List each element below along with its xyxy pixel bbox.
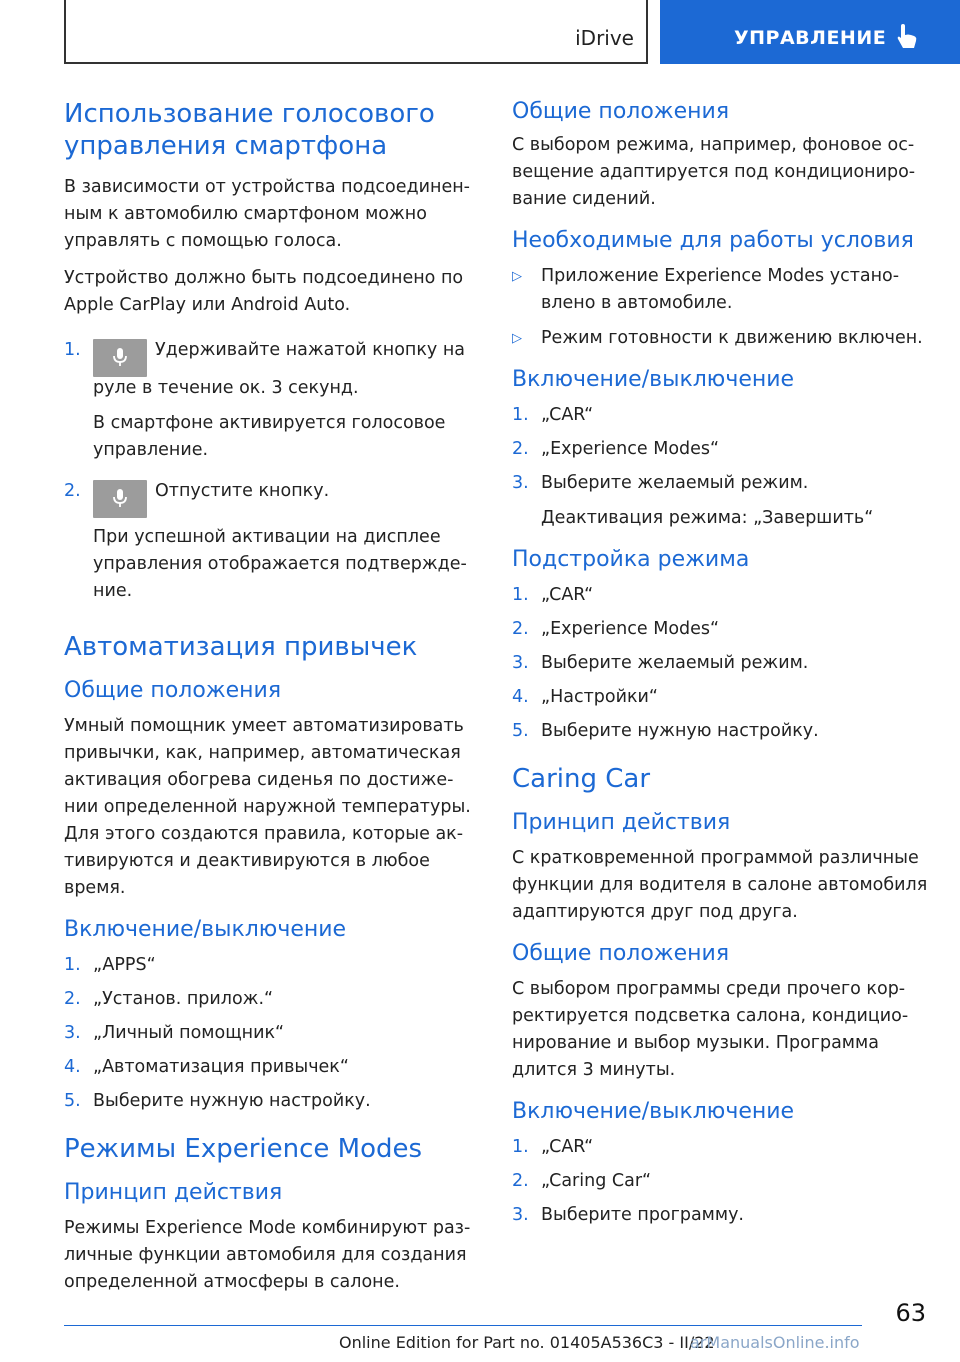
heading-experience-modes: Режимы Experience Modes: [64, 1134, 423, 1164]
adjust-steps-list: [512, 582, 932, 745]
hand-pointer-icon: [896, 24, 918, 54]
list-item: [512, 1134, 932, 1161]
paragraph: Умный помощник умеет автоматизировать привычки, как, например, автоматическая активация обогрева сиденья по достиже-нии определенной наружной температуры. Для этого создаются правила, которые ак-тивируются и деактивируются в любое время.: [64, 716, 471, 898]
list-item: [64, 478, 484, 605]
left-column: [64, 98, 484, 1306]
right-column: [512, 98, 932, 1237]
step-note: При успешной активации на дисплее управления отображается подтвержде-ние.: [93, 527, 467, 601]
heading-modes-principle: Принцип действия: [64, 1180, 283, 1205]
step-number: 2.: [512, 439, 529, 459]
step-text: „Личный помощник“: [93, 1023, 285, 1043]
onoff-steps-list: [512, 402, 932, 532]
step-number: 3.: [64, 1023, 81, 1043]
step-number: 1.: [64, 340, 81, 360]
step-number: 4.: [512, 687, 529, 707]
header-tab-label: УПРАВЛЕНИЕ: [734, 27, 887, 49]
page-number: 63: [895, 1299, 926, 1327]
list-item: [512, 684, 932, 711]
step-number: 5.: [512, 721, 529, 741]
habits-steps-list: [64, 952, 484, 1115]
header-section-label: iDrive: [575, 26, 634, 50]
heading-caring-principle: Принцип действия: [512, 810, 731, 835]
step-number: 3.: [512, 653, 529, 673]
step-text: „CAR“: [541, 1137, 594, 1157]
step-text: Выберите программу.: [541, 1205, 744, 1225]
step-number: 2.: [64, 989, 81, 1009]
triangle-bullet-icon: ▷: [512, 331, 522, 346]
list-item: [64, 1020, 484, 1047]
step-text: „Настройки“: [541, 687, 658, 707]
list-item: [512, 718, 932, 745]
step-text: „CAR“: [541, 405, 594, 425]
microphone-icon: [93, 339, 147, 377]
step-text: Выберите нужную настройку.: [541, 721, 819, 741]
paragraph: С кратковременной программой различные функции для водителя в салоне автомобиля адаптируются друг под друга.: [512, 848, 928, 922]
step-number: 1.: [512, 585, 529, 605]
heading-onoff: Включение/выключение: [512, 367, 795, 392]
step-text: „Установ. прилож.“: [93, 989, 274, 1009]
heading-conditions: Необходимые для работы условия: [512, 228, 914, 253]
list-item: [64, 337, 484, 464]
step-text: „Caring Car“: [541, 1171, 652, 1191]
list-item: [512, 1202, 932, 1229]
caring-steps-list: [512, 1134, 932, 1229]
step-note: В смартфоне активируется голосовое управление.: [93, 413, 446, 460]
heading-caring-car: Caring Car: [512, 764, 651, 794]
condition-text: Режим готовности к движению включен.: [541, 328, 923, 348]
footer-divider: [64, 1325, 862, 1326]
list-item: [512, 402, 932, 429]
list-item: [512, 263, 932, 317]
step-number: 4.: [64, 1057, 81, 1077]
step-text: „APPS“: [93, 955, 156, 975]
list-item: [512, 1168, 932, 1195]
list-item: [512, 616, 932, 643]
step-number: 1.: [512, 405, 529, 425]
step-number: 1.: [512, 1137, 529, 1157]
heading-caring-onoff: Включение/выключение: [512, 1099, 795, 1124]
step-number: 2.: [512, 619, 529, 639]
heading-habits: Автоматизация привычек: [64, 632, 418, 662]
step-text: „Автоматизация привычек“: [93, 1057, 349, 1077]
list-item: [64, 952, 484, 979]
step-text: Удерживайте нажатой кнопку на руле в течение ок. 3 секунд.: [93, 340, 466, 398]
step-number: 3.: [512, 473, 529, 493]
watermark: arManualsOnline.info: [690, 1333, 860, 1352]
list-item: [64, 986, 484, 1013]
list-item: [512, 650, 932, 677]
list-item: [512, 470, 932, 532]
step-text: „Experience Modes“: [541, 619, 720, 639]
step-number: 2.: [512, 1171, 529, 1191]
step-number: 5.: [64, 1091, 81, 1111]
step-text: Выберите желаемый режим.: [541, 473, 809, 493]
heading-voice-control: Использование голосового управления смартфона: [64, 99, 435, 161]
step-number: 3.: [512, 1205, 529, 1225]
list-item: [64, 1054, 484, 1081]
condition-text: Приложение Experience Modes устано-влено в автомобиле.: [541, 266, 900, 313]
voice-steps-list: [64, 337, 484, 605]
paragraph: С выбором программы среди прочего кор-ректируется подсветка салона, кондицио-нирование и выбор музыки. Программа длится 3 минуты.: [512, 979, 909, 1080]
triangle-bullet-icon: ▷: [512, 269, 522, 284]
step-note: Деактивация режима: „Завершить“: [541, 508, 874, 528]
heading-caring-general: Общие положения: [512, 941, 730, 966]
paragraph: Устройство должно быть подсоединено по Apple CarPlay или Android Auto.: [64, 268, 464, 315]
step-text: „CAR“: [541, 585, 594, 605]
microphone-icon: [93, 480, 147, 518]
header-frame: [64, 0, 648, 64]
step-number: 2.: [64, 481, 81, 501]
list-item: [512, 436, 932, 463]
list-item: [512, 325, 932, 352]
list-item: [512, 582, 932, 609]
heading-habits-onoff: Включение/выключение: [64, 917, 347, 942]
heading-adjust-mode: Подстройка режима: [512, 547, 750, 572]
header-tab: [660, 0, 960, 64]
step-text: Выберите желаемый режим.: [541, 653, 809, 673]
heading-habits-general: Общие положения: [64, 678, 282, 703]
step-text: Отпустите кнопку.: [155, 481, 330, 501]
heading-general: Общие положения: [512, 99, 730, 124]
paragraph: С выбором режима, например, фоновое ос-вещение адаптируется под кондициониро-вание сидений.: [512, 135, 916, 209]
step-text: „Experience Modes“: [541, 439, 720, 459]
paragraph: Режимы Experience Mode комбинируют раз-личные функции автомобиля для создания определенной атмосферы в салоне.: [64, 1218, 471, 1292]
step-text: Выберите нужную настройку.: [93, 1091, 371, 1111]
paragraph: В зависимости от устройства подсоединен-ным к автомобилю смартфоном можно управлять с помощью голоса.: [64, 177, 470, 251]
step-number: 1.: [64, 955, 81, 975]
conditions-list: [512, 263, 932, 352]
list-item: [64, 1088, 484, 1115]
footer-edition: Online Edition for Part no. 01405A536C3 - II/22: [339, 1333, 715, 1352]
